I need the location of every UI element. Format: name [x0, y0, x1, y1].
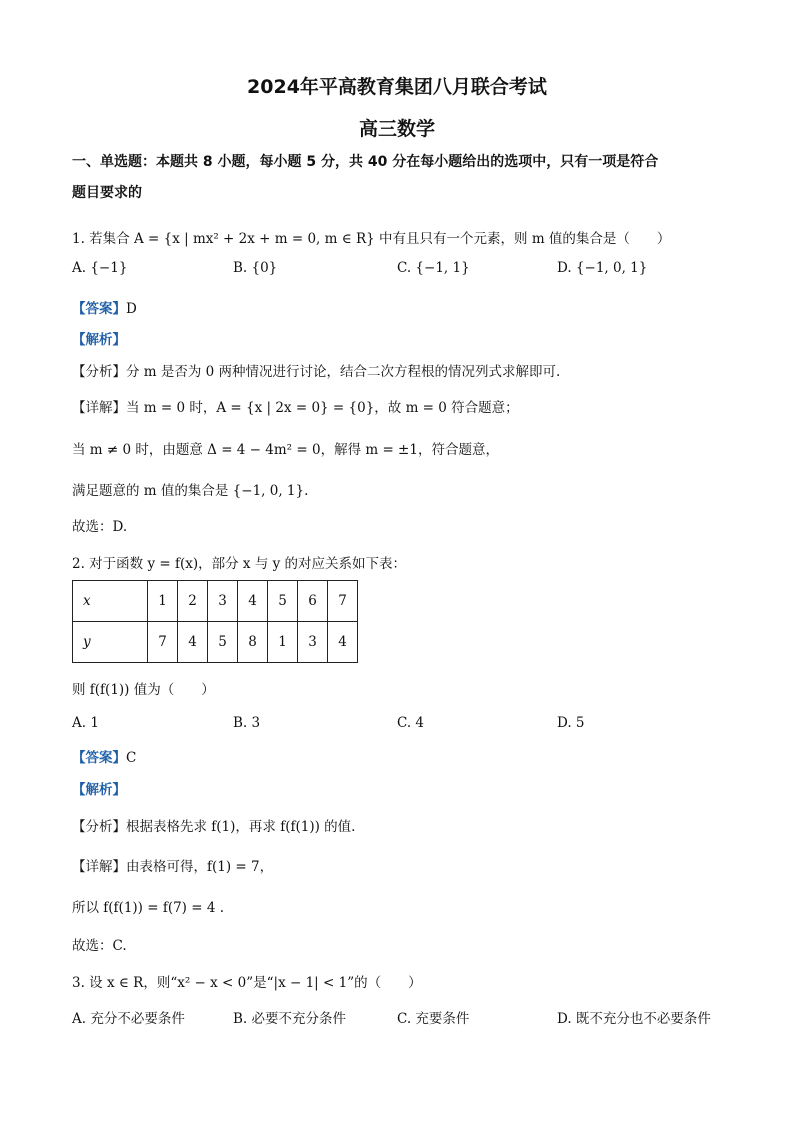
q1-fenxi: [72, 360, 560, 380]
table-row: [73, 581, 358, 622]
q2-answer: [72, 746, 136, 766]
q1-option-c: C. {−1, 1}: [397, 260, 470, 276]
q1-xiangjie: [72, 396, 519, 416]
table-cell: 2: [178, 581, 208, 622]
answer-value: D: [126, 301, 137, 317]
fenxi-text: 分 m 是否为 0 两种情况进行讨论，结合二次方程根的情况列式求解即可.: [126, 364, 561, 380]
q1-analysis-label: [72, 328, 126, 348]
q3-option-b: B. 必要不充分条件: [233, 1011, 347, 1027]
q3-stem: 3. 设 x ∈ R，则“x² − x < 0”是“|x − 1| < 1”的（ ）: [72, 975, 422, 991]
table-cell: 6: [298, 581, 328, 622]
answer-label: 【答案】: [72, 750, 126, 766]
fenxi-label: 【分析】: [72, 819, 126, 835]
q2-conclusion: 故选：C.: [72, 938, 127, 954]
table-cell: 1: [268, 622, 298, 663]
q2-stem: 2. 对于函数 y = f(x)，部分 x 与 y 的对应关系如下表：: [72, 556, 407, 572]
table-cell: 3: [208, 581, 238, 622]
q2-fenxi: [72, 815, 355, 835]
q2-question: 则 f(f(1)) 值为（ ）: [72, 682, 215, 698]
q2-option-c: C. 4: [397, 715, 425, 731]
exam-title: 2024年平高教育集团八月联合考试: [247, 76, 547, 98]
q2-option-a: A. 1: [72, 715, 99, 731]
q2-xiangjie: [72, 855, 273, 875]
table-cell: 5: [208, 622, 238, 663]
q3-option-c: C. 充要条件: [397, 1011, 470, 1027]
q3-option-a: A. 充分不必要条件: [72, 1011, 185, 1027]
table-cell: 7: [328, 581, 358, 622]
table-cell: 8: [238, 622, 268, 663]
table-cell: 7: [148, 622, 178, 663]
q1-option-b: B. {0}: [233, 260, 278, 276]
q1-detail-line2: 当 m ≠ 0 时，由题意 Δ = 4 − 4m² = 0，解得 m = ±1，符合题意，: [72, 442, 499, 458]
section-heading-line2: 题目要求的: [72, 185, 142, 201]
xiangjie-label: 【详解】: [72, 400, 126, 416]
table-row-label: x: [73, 581, 148, 622]
table-cell: 5: [268, 581, 298, 622]
table-cell: 4: [178, 622, 208, 663]
q1-conclusion: 故选：D.: [72, 519, 128, 535]
fenxi-label: 【分析】: [72, 364, 126, 380]
analysis-label: 【解析】: [72, 782, 126, 798]
table-cell: 4: [238, 581, 268, 622]
q1-option-a: A. {−1}: [72, 260, 128, 276]
table-cell: 1: [148, 581, 178, 622]
xiangjie-text: 当 m = 0 时，A = {x | 2x = 0} = {0}，故 m = 0 符合题意；: [126, 400, 519, 416]
q2-detail-line2: 所以 f(f(1)) = f(7) = 4 .: [72, 900, 225, 916]
xiangjie-label: 【详解】: [72, 859, 126, 875]
q2-option-d: D. 5: [557, 715, 585, 731]
answer-value: C: [126, 750, 137, 766]
table-cell: 4: [328, 622, 358, 663]
q2-analysis-label: [72, 778, 126, 798]
q1-stem: 1. 若集合 A = {x | mx² + 2x + m = 0, m ∈ R} 中有且只有一个元素，则 m 值的集合是（ ）: [72, 231, 671, 247]
table-cell: 3: [298, 622, 328, 663]
q2-option-b: B. 3: [233, 715, 261, 731]
table-row-label: y: [73, 622, 148, 663]
q3-option-d: D. 既不充分也不必要条件: [557, 1011, 711, 1027]
table-row: [73, 622, 358, 663]
value-table: [72, 580, 358, 663]
analysis-label: 【解析】: [72, 332, 126, 348]
exam-subtitle: 高三数学: [358, 118, 435, 140]
q1-option-d: D. {−1, 0, 1}: [557, 260, 648, 276]
q1-answer: [72, 297, 137, 317]
xiangjie-text: 由表格可得，f(1) = 7，: [126, 859, 274, 875]
fenxi-text: 根据表格先求 f(1)，再求 f(f(1)) 的值.: [126, 819, 356, 835]
q1-detail-line3: 满足题意的 m 值的集合是 {−1, 0, 1}.: [72, 483, 309, 499]
answer-label: 【答案】: [72, 301, 126, 317]
section-heading-line1: 一、单选题：本题共 8 小题，每小题 5 分，共 40 分在每小题给出的选项中，只有一项是符合: [72, 154, 659, 170]
